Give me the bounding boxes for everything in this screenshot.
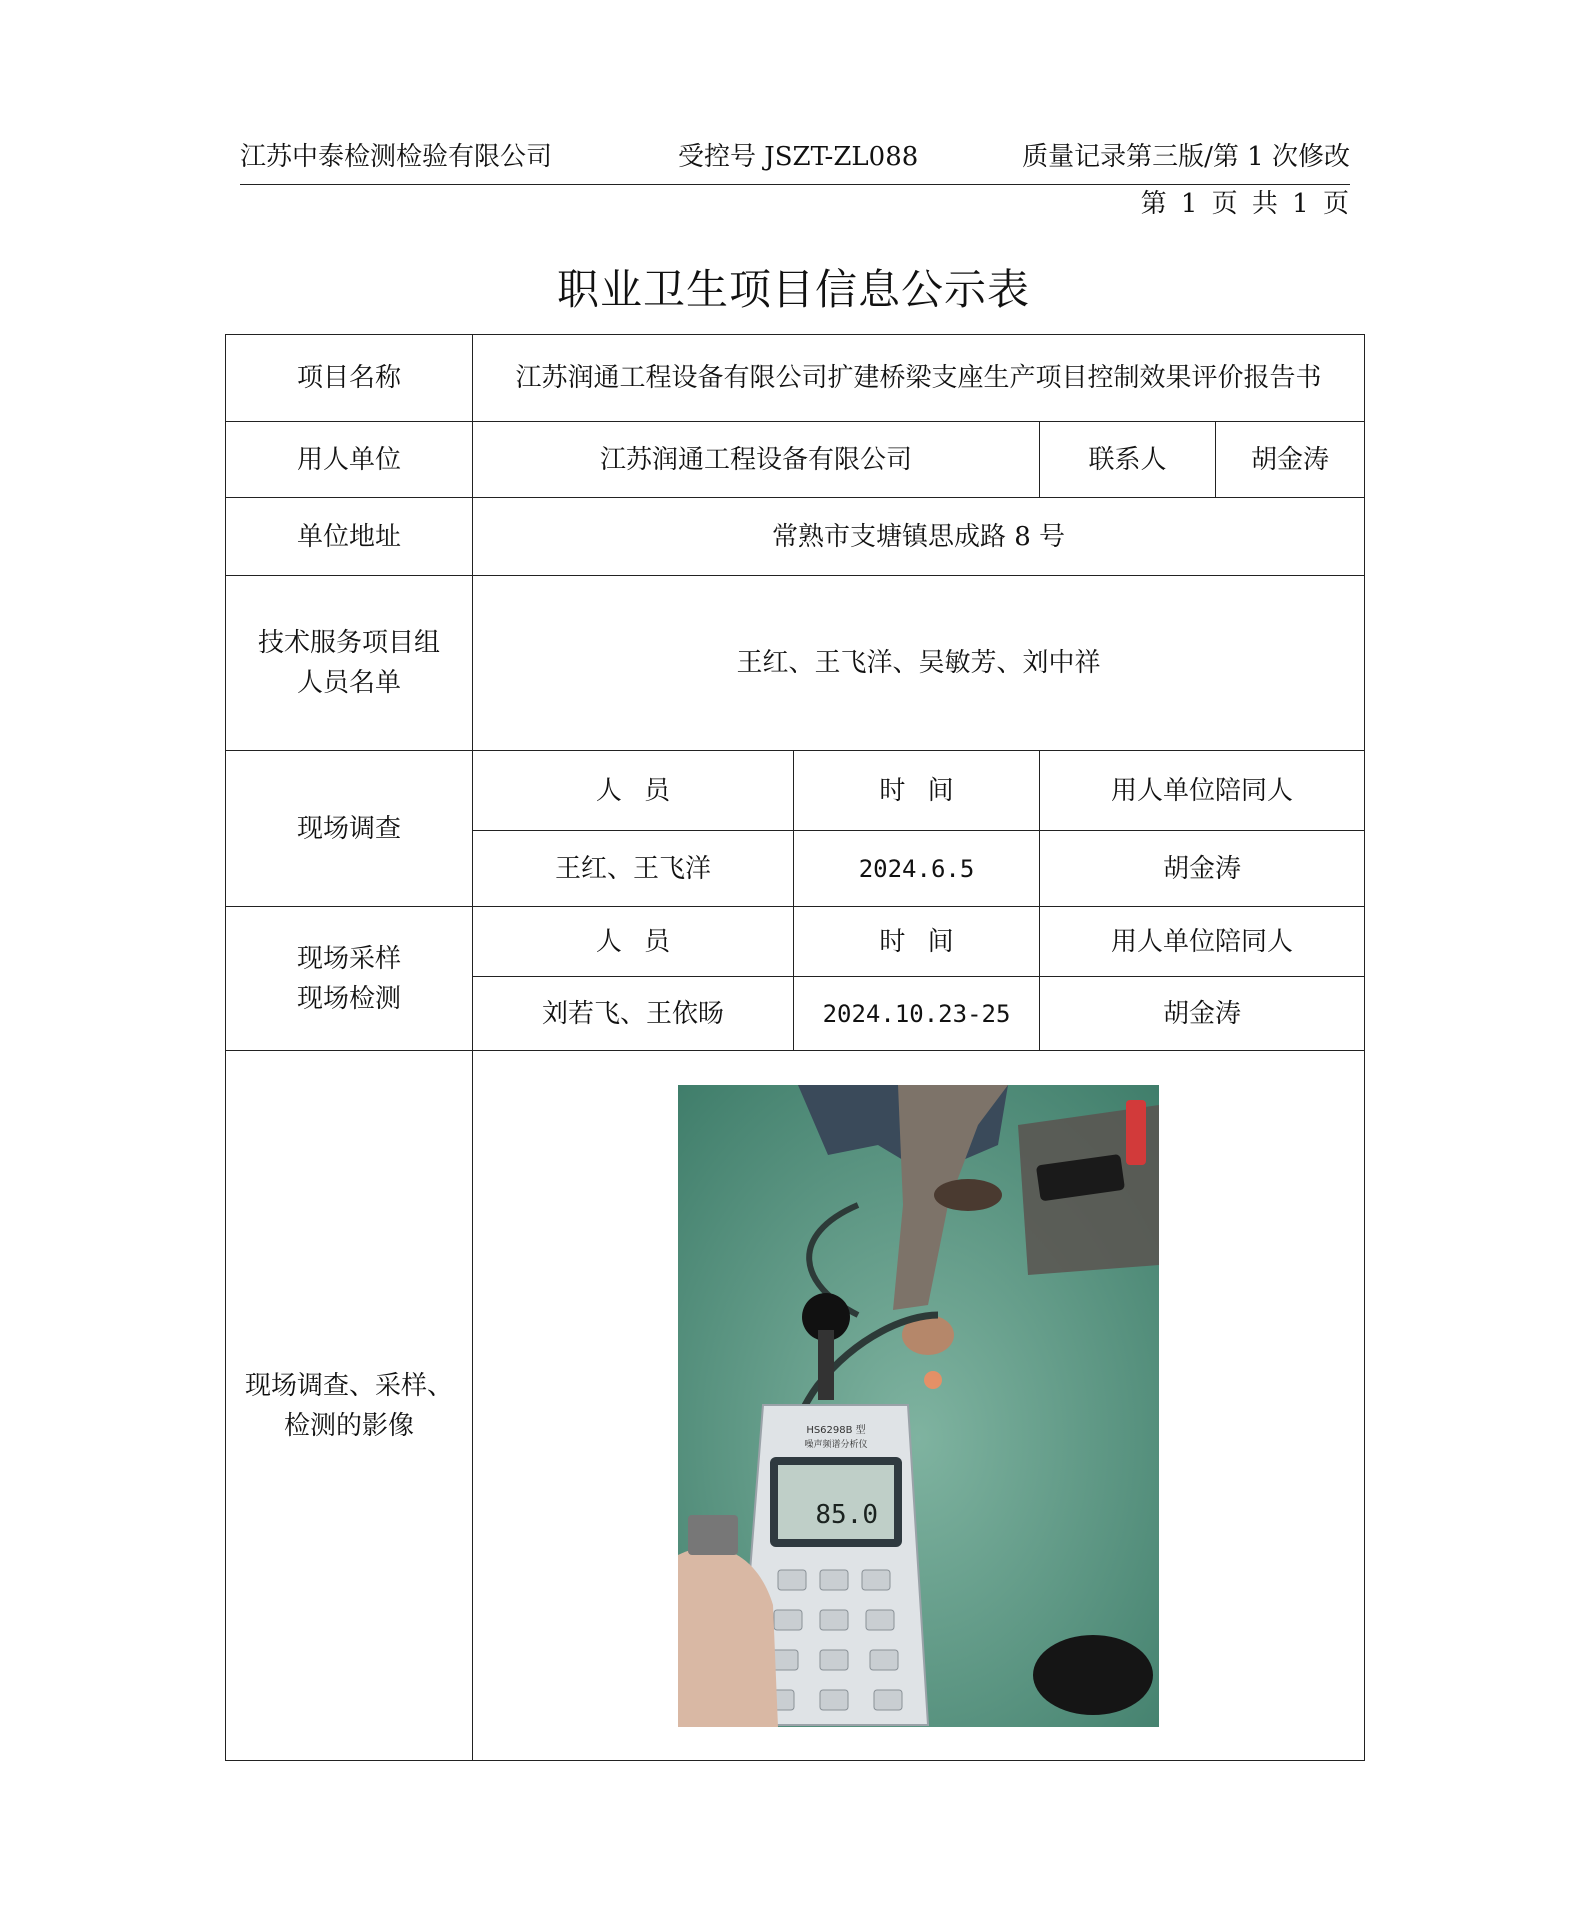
sampling-col-time: 时 间	[794, 907, 1040, 977]
meter-key	[862, 1570, 890, 1590]
meter-key	[774, 1610, 802, 1630]
value-project-name: 江苏润通工程设备有限公司扩建桥梁支座生产项目控制效果评价报告书	[473, 335, 1365, 422]
meter-key	[870, 1650, 898, 1670]
meter-key	[866, 1610, 894, 1630]
row-employer	[226, 422, 1365, 498]
meter-key	[820, 1690, 848, 1710]
row-images	[226, 1051, 1365, 1761]
row-team	[226, 576, 1365, 751]
sampling-col-escort: 用人单位陪同人	[1040, 907, 1365, 977]
header-control-number: 受控号 JSZT-ZL088	[678, 142, 919, 172]
sampling-time: 2024.10.23-25	[794, 977, 1040, 1051]
site-photo	[678, 1085, 1159, 1727]
survey-escort: 胡金涛	[1040, 831, 1365, 907]
value-team: 王红、王飞洋、吴敏芳、刘中祥	[473, 576, 1365, 751]
sampling-escort: 胡金涛	[1040, 977, 1365, 1051]
label-sampling-line1: 现场采样	[296, 943, 401, 974]
label-team-line2: 人员名单	[296, 668, 401, 698]
label-survey: 现场调查	[226, 751, 473, 907]
row-address	[226, 498, 1365, 576]
site-photo-illustration	[678, 1085, 1159, 1727]
label-sampling-line2: 现场检测	[296, 983, 401, 1014]
survey-col-time: 时 间	[794, 751, 1040, 831]
row-sampling-header	[226, 907, 1365, 977]
page-info: 第 1 页 共 1 页	[1140, 189, 1349, 219]
label-sampling	[226, 907, 473, 1051]
label-employer: 用人单位	[226, 422, 473, 498]
label-address: 单位地址	[226, 498, 473, 576]
meter-name-label: 噪声频谱分析仪	[804, 1439, 868, 1450]
meter-key	[820, 1570, 848, 1590]
shoe-right	[1033, 1635, 1153, 1715]
meter-key	[874, 1690, 902, 1710]
label-images-line2: 检测的影像	[283, 1410, 414, 1441]
shoe-left	[934, 1179, 1002, 1211]
label-project-name: 项目名称	[226, 335, 473, 422]
sampling-col-people: 人 员	[473, 907, 794, 977]
cable-connector	[688, 1515, 738, 1555]
header-company: 江苏中泰检测检验有限公司	[240, 142, 553, 172]
header-rule	[240, 184, 1350, 185]
row-survey-header	[226, 751, 1365, 831]
label-images	[226, 1051, 473, 1761]
meter-key	[820, 1610, 848, 1630]
survey-people: 王红、王飞洋	[473, 831, 794, 907]
survey-col-escort: 用人单位陪同人	[1040, 751, 1365, 831]
row-project-name	[226, 335, 1365, 422]
info-table	[225, 334, 1365, 1761]
value-employer: 江苏润通工程设备有限公司	[473, 422, 1040, 498]
label-team	[226, 576, 473, 751]
value-contact: 胡金涛	[1216, 422, 1365, 498]
meter-key	[778, 1570, 806, 1590]
sampling-people: 刘若飞、王依旸	[473, 977, 794, 1051]
label-team-line1: 技术服务项目组	[257, 628, 440, 658]
meter-model-label: HS6298B 型	[806, 1424, 866, 1436]
meter-key	[820, 1650, 848, 1670]
survey-col-people: 人 员	[473, 751, 794, 831]
survey-time: 2024.6.5	[794, 831, 1040, 907]
label-contact: 联系人	[1040, 422, 1216, 498]
meter-reading: 85.0	[815, 1499, 878, 1530]
images-cell	[473, 1051, 1365, 1761]
spray-can	[1126, 1100, 1146, 1165]
value-address: 常熟市支塘镇思成路 8 号	[473, 498, 1365, 576]
header-version: 质量记录第三版/第 1 次修改	[1022, 142, 1350, 172]
label-images-line1: 现场调查、采样、	[244, 1370, 453, 1401]
page-title: 职业卫生项目信息公示表	[556, 265, 1030, 314]
weld-spark	[924, 1371, 942, 1389]
meter-mic-stem	[818, 1330, 834, 1400]
